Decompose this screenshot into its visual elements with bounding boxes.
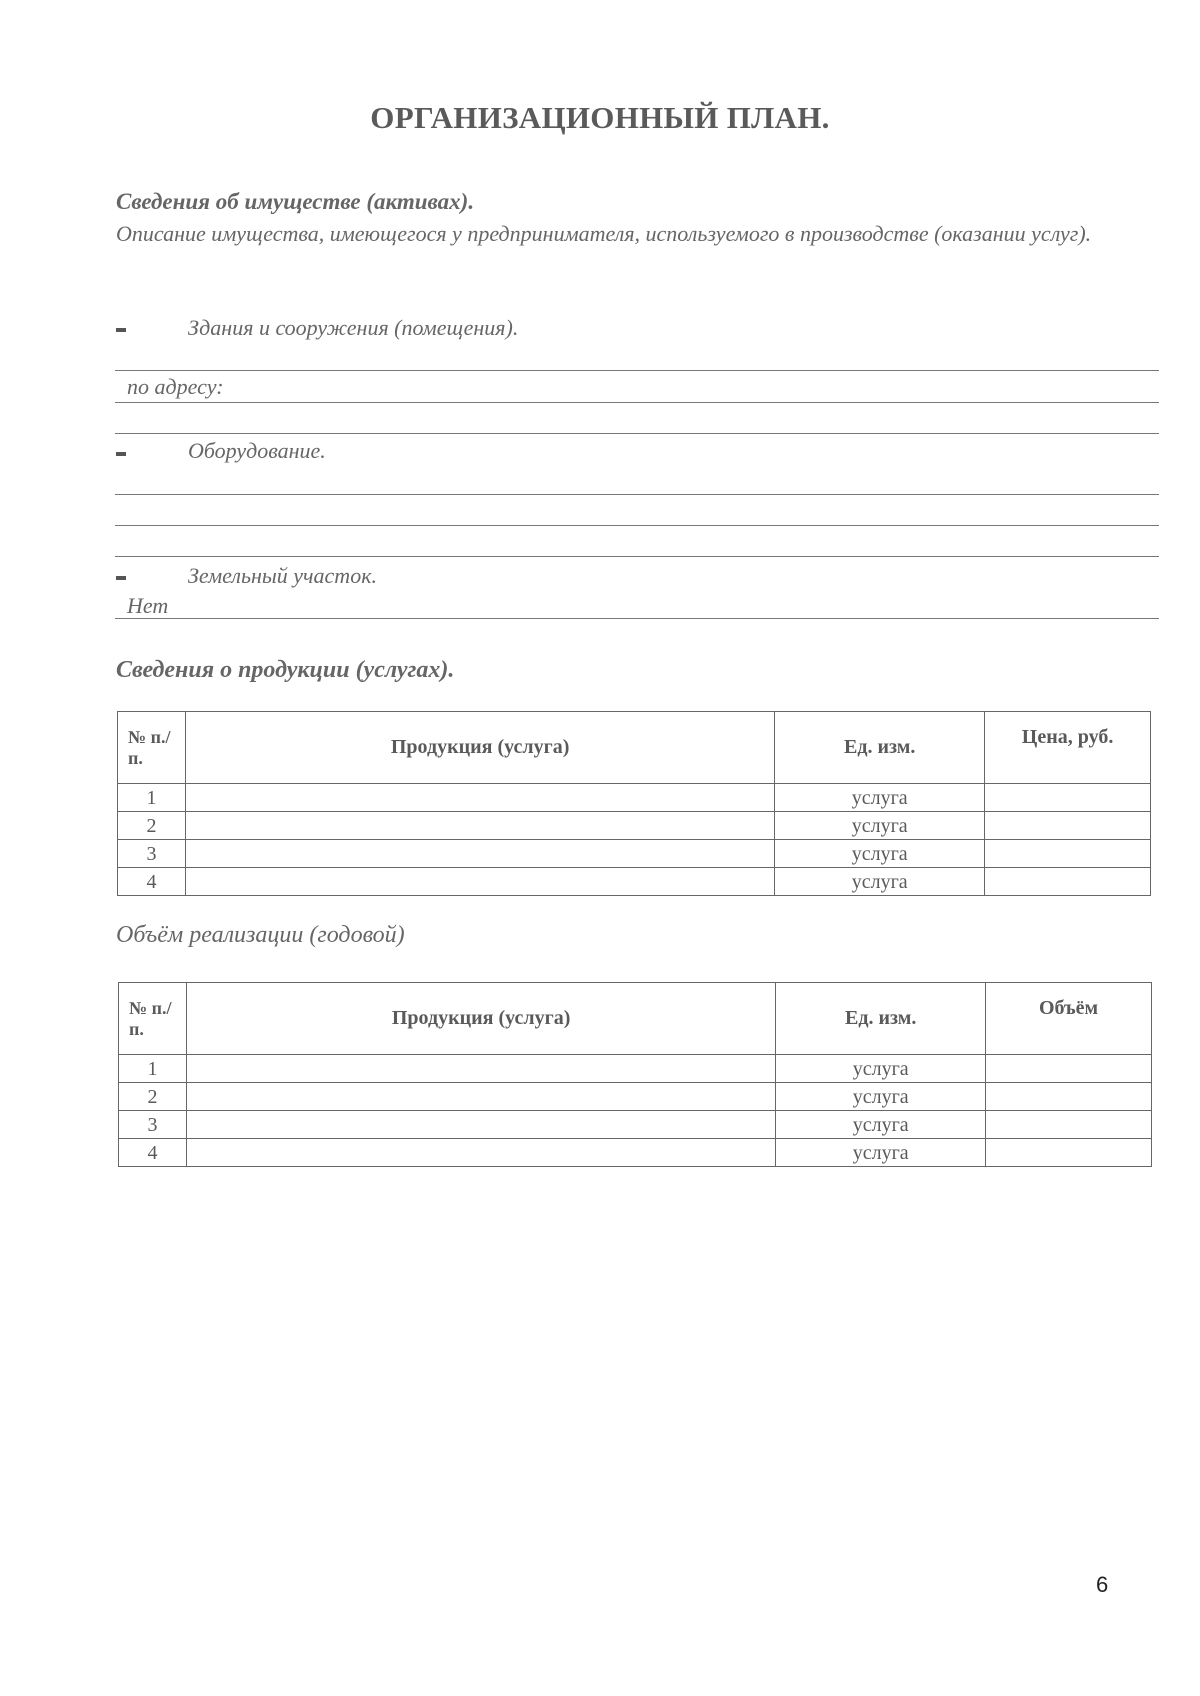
row-price xyxy=(985,840,1151,868)
row-number: 3 xyxy=(118,840,186,868)
row-product xyxy=(186,1111,775,1139)
column-header-number: № п./п. xyxy=(118,712,186,784)
row-number: 2 xyxy=(119,1083,187,1111)
fill-line xyxy=(115,494,1159,495)
sales-table xyxy=(118,982,1152,1167)
row-product xyxy=(186,1139,775,1167)
table-row xyxy=(118,784,1151,812)
row-number: 4 xyxy=(118,868,186,896)
row-number: 4 xyxy=(119,1139,187,1167)
row-volume xyxy=(986,1055,1152,1083)
row-number: 1 xyxy=(119,1055,187,1083)
column-header-product: Продукция (услуга) xyxy=(186,983,775,1055)
column-header-volume: Объём xyxy=(986,983,1152,1055)
fill-line xyxy=(115,402,1159,403)
row-unit: услуга xyxy=(775,812,985,840)
row-unit: услуга xyxy=(776,1083,986,1111)
sales-heading: Объём реализации (годовой) xyxy=(116,922,405,948)
table-row xyxy=(119,1083,1152,1111)
row-price xyxy=(985,812,1151,840)
table-row xyxy=(118,812,1151,840)
row-unit: услуга xyxy=(775,868,985,896)
products-heading: Сведения о продукции (услугах). xyxy=(116,657,455,683)
table-header-row xyxy=(118,712,1151,784)
row-product xyxy=(185,840,774,868)
bullet-marker xyxy=(116,452,126,456)
row-number: 1 xyxy=(118,784,186,812)
table-row xyxy=(118,868,1151,896)
page-title: ОРГАНИЗАЦИОННЫЙ ПЛАН. xyxy=(370,100,830,135)
column-header-number: № п./п. xyxy=(119,983,187,1055)
equipment-label: Оборудование. xyxy=(188,438,326,463)
row-price xyxy=(985,868,1151,896)
assets-heading: Сведения об имуществе (активах). xyxy=(116,189,475,214)
column-header-unit: Ед. изм. xyxy=(776,983,986,1055)
row-number: 3 xyxy=(119,1111,187,1139)
table-row xyxy=(119,1139,1152,1167)
fill-line xyxy=(115,525,1159,526)
bullet-marker xyxy=(116,328,126,332)
row-product xyxy=(186,1055,775,1083)
fill-line xyxy=(115,370,1159,371)
row-product xyxy=(185,812,774,840)
fill-line xyxy=(115,433,1159,434)
row-product xyxy=(185,868,774,896)
fill-line xyxy=(115,556,1159,557)
row-unit: услуга xyxy=(776,1055,986,1083)
column-header-price: Цена, руб. xyxy=(985,712,1151,784)
buildings-label: Здания и сооружения (помещения). xyxy=(188,315,519,340)
products-table xyxy=(117,711,1151,896)
table-header-row xyxy=(119,983,1152,1055)
row-number: 2 xyxy=(118,812,186,840)
row-product xyxy=(186,1083,775,1111)
table-row xyxy=(119,1055,1152,1083)
column-header-product: Продукция (услуга) xyxy=(185,712,774,784)
row-unit: услуга xyxy=(775,784,985,812)
page-number: 6 xyxy=(1096,1572,1109,1597)
column-header-unit: Ед. изм. xyxy=(775,712,985,784)
land-label: Земельный участок. xyxy=(188,563,377,588)
fill-line xyxy=(115,618,1159,619)
table-row xyxy=(118,840,1151,868)
row-price xyxy=(985,784,1151,812)
land-value: Нет xyxy=(127,593,169,618)
address-label: по адресу: xyxy=(127,374,224,399)
row-unit: услуга xyxy=(775,840,985,868)
row-volume xyxy=(986,1139,1152,1167)
row-volume xyxy=(986,1083,1152,1111)
row-unit: услуга xyxy=(776,1139,986,1167)
bullet-marker xyxy=(116,576,126,580)
row-volume xyxy=(986,1111,1152,1139)
assets-description: Описание имущества, имеющегося у предпринимателя, используемого в производстве (оказании услуг). xyxy=(116,221,1092,246)
row-product xyxy=(185,784,774,812)
row-unit: услуга xyxy=(776,1111,986,1139)
table-row xyxy=(119,1111,1152,1139)
